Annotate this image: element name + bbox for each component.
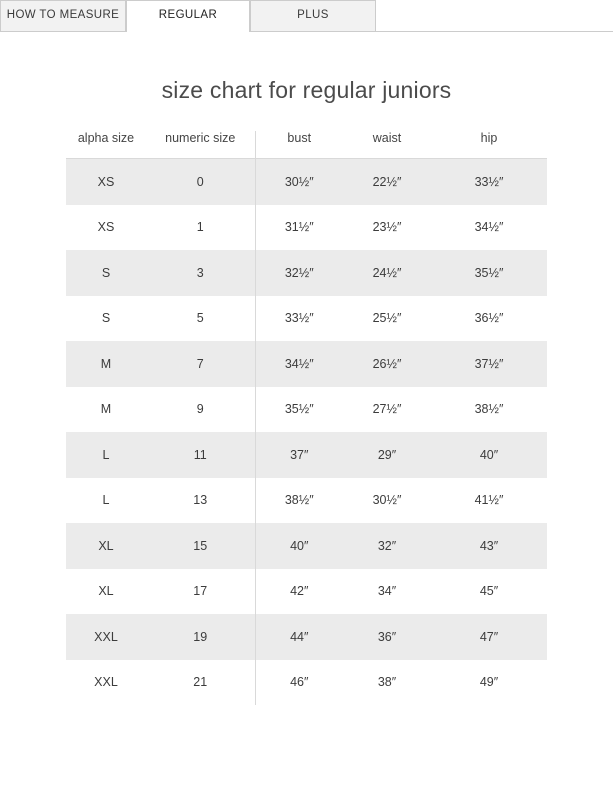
table-cell: 15: [146, 523, 255, 569]
column-header-numeric-size: numeric size: [146, 131, 255, 159]
table-row: [66, 614, 547, 660]
size-chart-table: [66, 131, 547, 705]
table-cell: XS: [66, 159, 146, 205]
table-cell: L: [66, 432, 146, 478]
table-cell: 38″: [377, 675, 397, 690]
table-cell: 34½″: [474, 220, 504, 235]
size-chart-container: [0, 131, 613, 705]
table-cell: 22½″: [343, 159, 431, 205]
table-row: [66, 250, 547, 296]
table-cell: 23½″: [372, 220, 402, 235]
table-cell: 37½″: [431, 341, 547, 387]
table-cell: 44″: [255, 614, 343, 660]
table-cell: 13: [146, 478, 255, 524]
table-cell: S: [66, 250, 146, 296]
table-cell: XXL: [66, 614, 146, 660]
table-row: [66, 523, 547, 569]
table-row: [66, 660, 547, 706]
table-cell: M: [66, 341, 146, 387]
table-cell: 43″: [431, 523, 547, 569]
table-cell: 1: [146, 205, 255, 251]
table-cell: M: [100, 402, 112, 417]
table-cell: 27½″: [372, 402, 402, 417]
tab-plus[interactable]: PLUS: [250, 0, 376, 31]
table-cell: 9: [146, 387, 255, 433]
table-cell: 32″: [343, 523, 431, 569]
table-cell: 42″: [290, 584, 309, 599]
tab-regular[interactable]: REGULAR: [126, 0, 250, 31]
table-cell: 30½″: [255, 159, 343, 205]
table-cell: 49″: [479, 675, 499, 690]
table-cell: 7: [146, 341, 255, 387]
table-cell: 35½″: [284, 402, 314, 417]
table-cell: 34″: [377, 584, 397, 599]
table-cell: 32½″: [255, 250, 343, 296]
table-row: [66, 159, 547, 205]
tab-bar: [0, 0, 613, 32]
table-cell: 47″: [431, 614, 547, 660]
table-cell: 46″: [290, 675, 309, 690]
table-row: [66, 478, 547, 524]
table-cell: 40″: [255, 523, 343, 569]
table-cell: 0: [146, 159, 255, 205]
table-body: [66, 159, 547, 706]
table-cell: 5: [146, 296, 255, 342]
table-row: [66, 432, 547, 478]
table-cell: 33½″: [431, 159, 547, 205]
table-cell: 36″: [343, 614, 431, 660]
table-cell: S: [101, 311, 111, 326]
column-header-alpha-size: alpha size: [66, 131, 146, 159]
table-row: [66, 296, 547, 342]
table-cell: 34½″: [255, 341, 343, 387]
table-cell: 24½″: [343, 250, 431, 296]
table-cell: 38½″: [474, 402, 504, 417]
table-cell: 37″: [255, 432, 343, 478]
table-cell: XL: [98, 584, 114, 599]
table-cell: 36½″: [474, 311, 504, 326]
table-cell: 11: [146, 432, 255, 478]
column-header-bust: bust: [255, 131, 343, 159]
tab-how-to-measure[interactable]: HOW TO MEASURE: [0, 0, 126, 31]
table-header: [66, 131, 547, 159]
column-header-waist: waist: [343, 131, 431, 159]
table-row: [66, 341, 547, 387]
table-cell: XS: [97, 220, 115, 235]
table-cell: 45″: [479, 584, 499, 599]
table-cell: 30½″: [372, 493, 402, 508]
table-cell: 26½″: [343, 341, 431, 387]
table-cell: 35½″: [431, 250, 547, 296]
table-cell: 19: [146, 614, 255, 660]
table-cell: L: [102, 493, 110, 508]
table-cell: 3: [146, 250, 255, 296]
table-cell: 33½″: [284, 311, 314, 326]
table-cell: 41½″: [474, 493, 504, 508]
table-header-row: [66, 131, 547, 159]
table-cell: 31½″: [284, 220, 314, 235]
table-cell: XL: [66, 523, 146, 569]
table-row: [66, 387, 547, 433]
table-cell: 38½″: [284, 493, 314, 508]
table-cell: 17: [146, 569, 255, 615]
table-cell: XXL: [94, 675, 118, 690]
table-cell: 21: [146, 660, 255, 706]
table-row: [66, 205, 547, 251]
table-cell: 25½″: [372, 311, 402, 326]
column-header-hip: hip: [431, 131, 547, 159]
page-title: size chart for regular juniors: [161, 77, 452, 103]
table-cell: 29″: [343, 432, 431, 478]
table-row: [66, 569, 547, 615]
table-cell: 40″: [431, 432, 547, 478]
